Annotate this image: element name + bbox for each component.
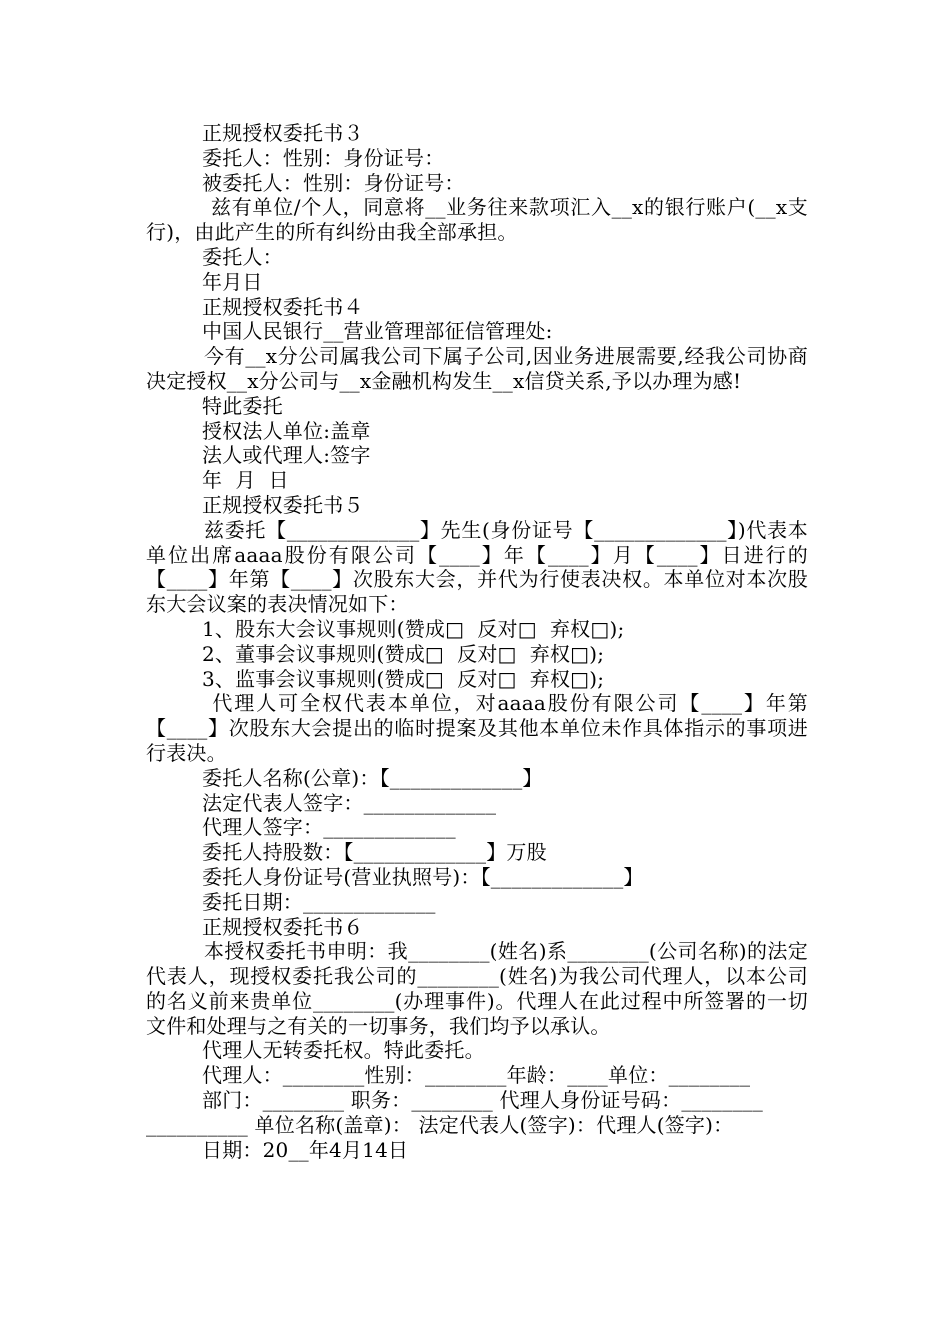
section6-title: 正规授权委托书６	[202, 914, 364, 939]
section3-title: 正规授权委托书３	[202, 121, 364, 145]
section5-principal-name: 委托人名称(公章)：【_____________】	[202, 765, 543, 790]
section6-agent-info: 代理人：________性别：________年龄：____单位：________	[202, 1063, 751, 1088]
section5-date: 委托日期：_____________	[202, 889, 436, 914]
section5-item1: 1、股东大会议事规则(赞成□ 反对□ 弃权□);	[202, 616, 625, 641]
section4-unit: 授权法人单位:盖章	[202, 418, 371, 443]
section5-legal-rep-sign: 法定代表人签字：_____________	[202, 790, 497, 815]
section3-principal-line: 委托人：性别：身份证号：	[202, 145, 445, 170]
section6-body: 本授权委托书申明：我________(姓名)系________(公司名称)的法定代表人，现授权委托我公司的________(姓名)为我公司代理人，以本公司的名义前来贵单位________(办理事件)。代理人在此过程中所签署的一切文件和处理与之有关的一切事务，我们均予以承认。	[146, 939, 808, 1038]
section4-addressee: 中国人民银行__营业管理部征信管理处:	[202, 319, 553, 344]
section4-date: 年 月 日	[202, 468, 289, 493]
section4-body: 今有__x分公司属我公司下属子公司,因业务进展需要,经我公司协商决定授权__x分公司与__x金融机构发生__x信贷关系,予以办理为感!	[146, 344, 808, 393]
section3-body: 兹有单位/个人，同意将__业务往来款项汇入__x的银行账户(__x支行)，由此产生的所有纠纷由我全部承担。	[146, 195, 808, 245]
section4-sign: 法人或代理人:签字	[202, 443, 371, 468]
section5-id-number: 委托人身份证号(营业执照号)：【_____________】	[202, 864, 644, 889]
section5-item3: 3、监事会议事规则(赞成□ 反对□ 弃权□);	[202, 666, 605, 691]
section4-closing: 特此委托	[202, 393, 283, 418]
section5-item2: 2、董事会议事规则(赞成□ 反对□ 弃权□);	[202, 641, 605, 666]
section6-dept-info: 部门：________ 职务：________ 代理人身份证号码：________	[202, 1088, 763, 1113]
section3-signer: 委托人：	[202, 244, 283, 269]
section3-agent-line: 被委托人：性别：身份证号：	[202, 170, 465, 195]
section5-title: 正规授权委托书５	[202, 492, 364, 517]
section6-date: 日期：20__年4月14日	[202, 1137, 409, 1162]
section3-date: 年月日	[202, 269, 263, 294]
section4-title: 正规授权委托书４	[202, 294, 364, 319]
section5-agent-sign: 代理人签字：_____________	[202, 815, 456, 840]
section5-body1: 兹委托【_____________】先生(身份证号【_____________】)代表本单位出席aaaa股份有限公司【____】年【____】月【____】日进行的【____】年第【____】次股东大会，并代为行使表决权。本单位对本次股东大会议案的表决情况如下：	[146, 517, 808, 617]
section5-body2: 代理人可全权代表本单位，对aaaa股份有限公司【____】年第【____】次股东大会提出的临时提案及其他本单位未作具体指示的事项进行表决。	[146, 691, 808, 765]
section6-no-transfer: 代理人无转委托权。特此委托。	[202, 1038, 485, 1063]
section6-sign-line: __________ 单位名称(盖章)： 法定代表人(签字)：代理人(签字)：	[146, 1112, 734, 1137]
section5-shares: 委托人持股数：【_____________】万股	[202, 840, 547, 865]
document-body	[146, 121, 808, 1162]
